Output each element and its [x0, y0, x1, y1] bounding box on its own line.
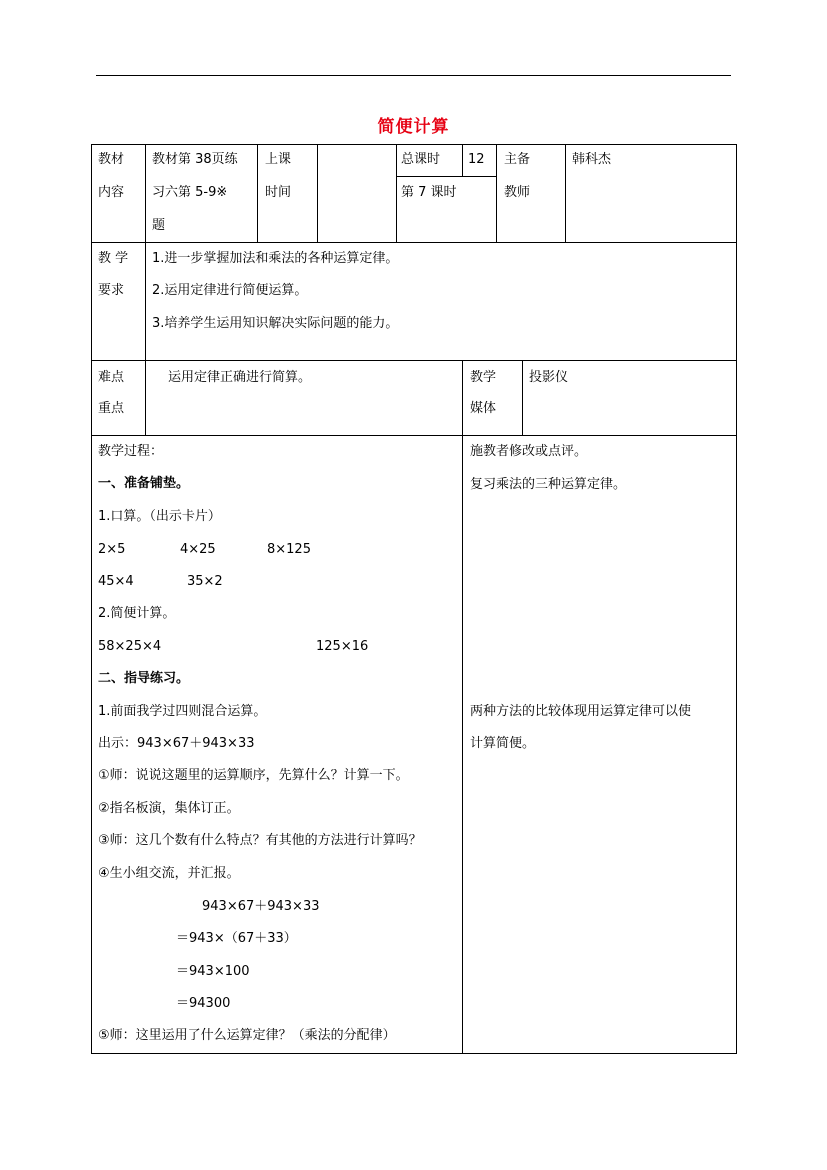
media-value: 投影仪 — [529, 370, 569, 385]
process-line: ①师：说说这题里的运算顺序，先算什么？计算一下。 — [98, 768, 409, 783]
simplify-item: 125×16 — [316, 639, 369, 654]
textbook-label: 教材 — [98, 152, 125, 167]
teacher-name: 韩科杰 — [572, 152, 612, 167]
equation-line: ＝943×（67＋33） — [176, 931, 297, 946]
textbook-value: 教材第 38页练 — [152, 152, 238, 167]
equation-line: ＝943×100 — [176, 964, 250, 979]
simplify-item: 58×25×4 — [98, 639, 162, 654]
mental-math-item: 2×5 — [98, 542, 126, 557]
media-label: 媒体 — [470, 401, 497, 416]
comment-line: 复习乘法的三种运算定律。 — [470, 477, 627, 492]
goal-item: 3.培养学生运用知识解决实际问题的能力。 — [152, 316, 399, 331]
process-line: ②指名板演，集体订正。 — [98, 801, 240, 816]
goals-label: 要求 — [98, 283, 125, 298]
focus-value: 运用定律正确进行简算。 — [168, 370, 312, 385]
teacher-label: 主备 — [504, 152, 531, 167]
mental-math-item: 35×2 — [187, 574, 223, 589]
mental-math-item: 4×25 — [180, 542, 216, 557]
process-line: ⑤师：这里运用了什么运算定律？（乘法的分配律） — [98, 1028, 396, 1043]
mental-math-item: 8×125 — [267, 542, 311, 557]
section-heading: 一、准备铺垫。 — [98, 476, 190, 491]
mental-math-item: 45×4 — [98, 574, 134, 589]
process-line: 2.简便计算。 — [98, 606, 176, 621]
total-lessons-label: 总课时 — [401, 152, 441, 167]
header-rule — [96, 75, 731, 76]
textbook-label: 内容 — [98, 185, 125, 200]
process-line: 1.前面我学过四则混合运算。 — [98, 704, 267, 719]
process-line: ④生小组交流，并汇报。 — [98, 866, 240, 881]
equation-line: 943×67＋943×33 — [202, 899, 320, 914]
comment-line: 两种方法的比较体现用运算定律可以使 — [470, 704, 692, 719]
equation-line: ＝94300 — [176, 996, 231, 1011]
class-time-label: 时间 — [265, 185, 292, 200]
process-line: ③师：这几个数有什么特点？有其他的方法进行计算吗？ — [98, 833, 422, 848]
process-line: 出示：943×67＋943×33 — [98, 736, 255, 751]
process-heading: 教学过程： — [98, 444, 164, 459]
goal-item: 2.运用定律进行简便运算。 — [152, 283, 308, 298]
goal-item: 1.进一步掌握加法和乘法的各种运算定律。 — [152, 251, 399, 266]
textbook-value: 习六第 5-9※ — [152, 185, 228, 200]
section-heading: 二、指导练习。 — [98, 671, 190, 686]
lesson-number: 第 7 课时 — [401, 185, 457, 200]
focus-label: 重点 — [98, 401, 125, 416]
class-time-label: 上课 — [265, 152, 292, 167]
total-lessons-value: 12 — [468, 152, 485, 167]
textbook-value: 题 — [152, 218, 166, 233]
process-line: 1.口算。（出示卡片） — [98, 509, 221, 524]
goals-label: 教 学 — [98, 251, 129, 266]
comment-line: 施教者修改或点评。 — [470, 444, 588, 459]
focus-label: 难点 — [98, 370, 125, 385]
comment-line: 计算简便。 — [470, 736, 536, 751]
page-title: 简便计算 — [377, 117, 450, 137]
teacher-label: 教师 — [504, 185, 531, 200]
media-label: 教学 — [470, 370, 497, 385]
